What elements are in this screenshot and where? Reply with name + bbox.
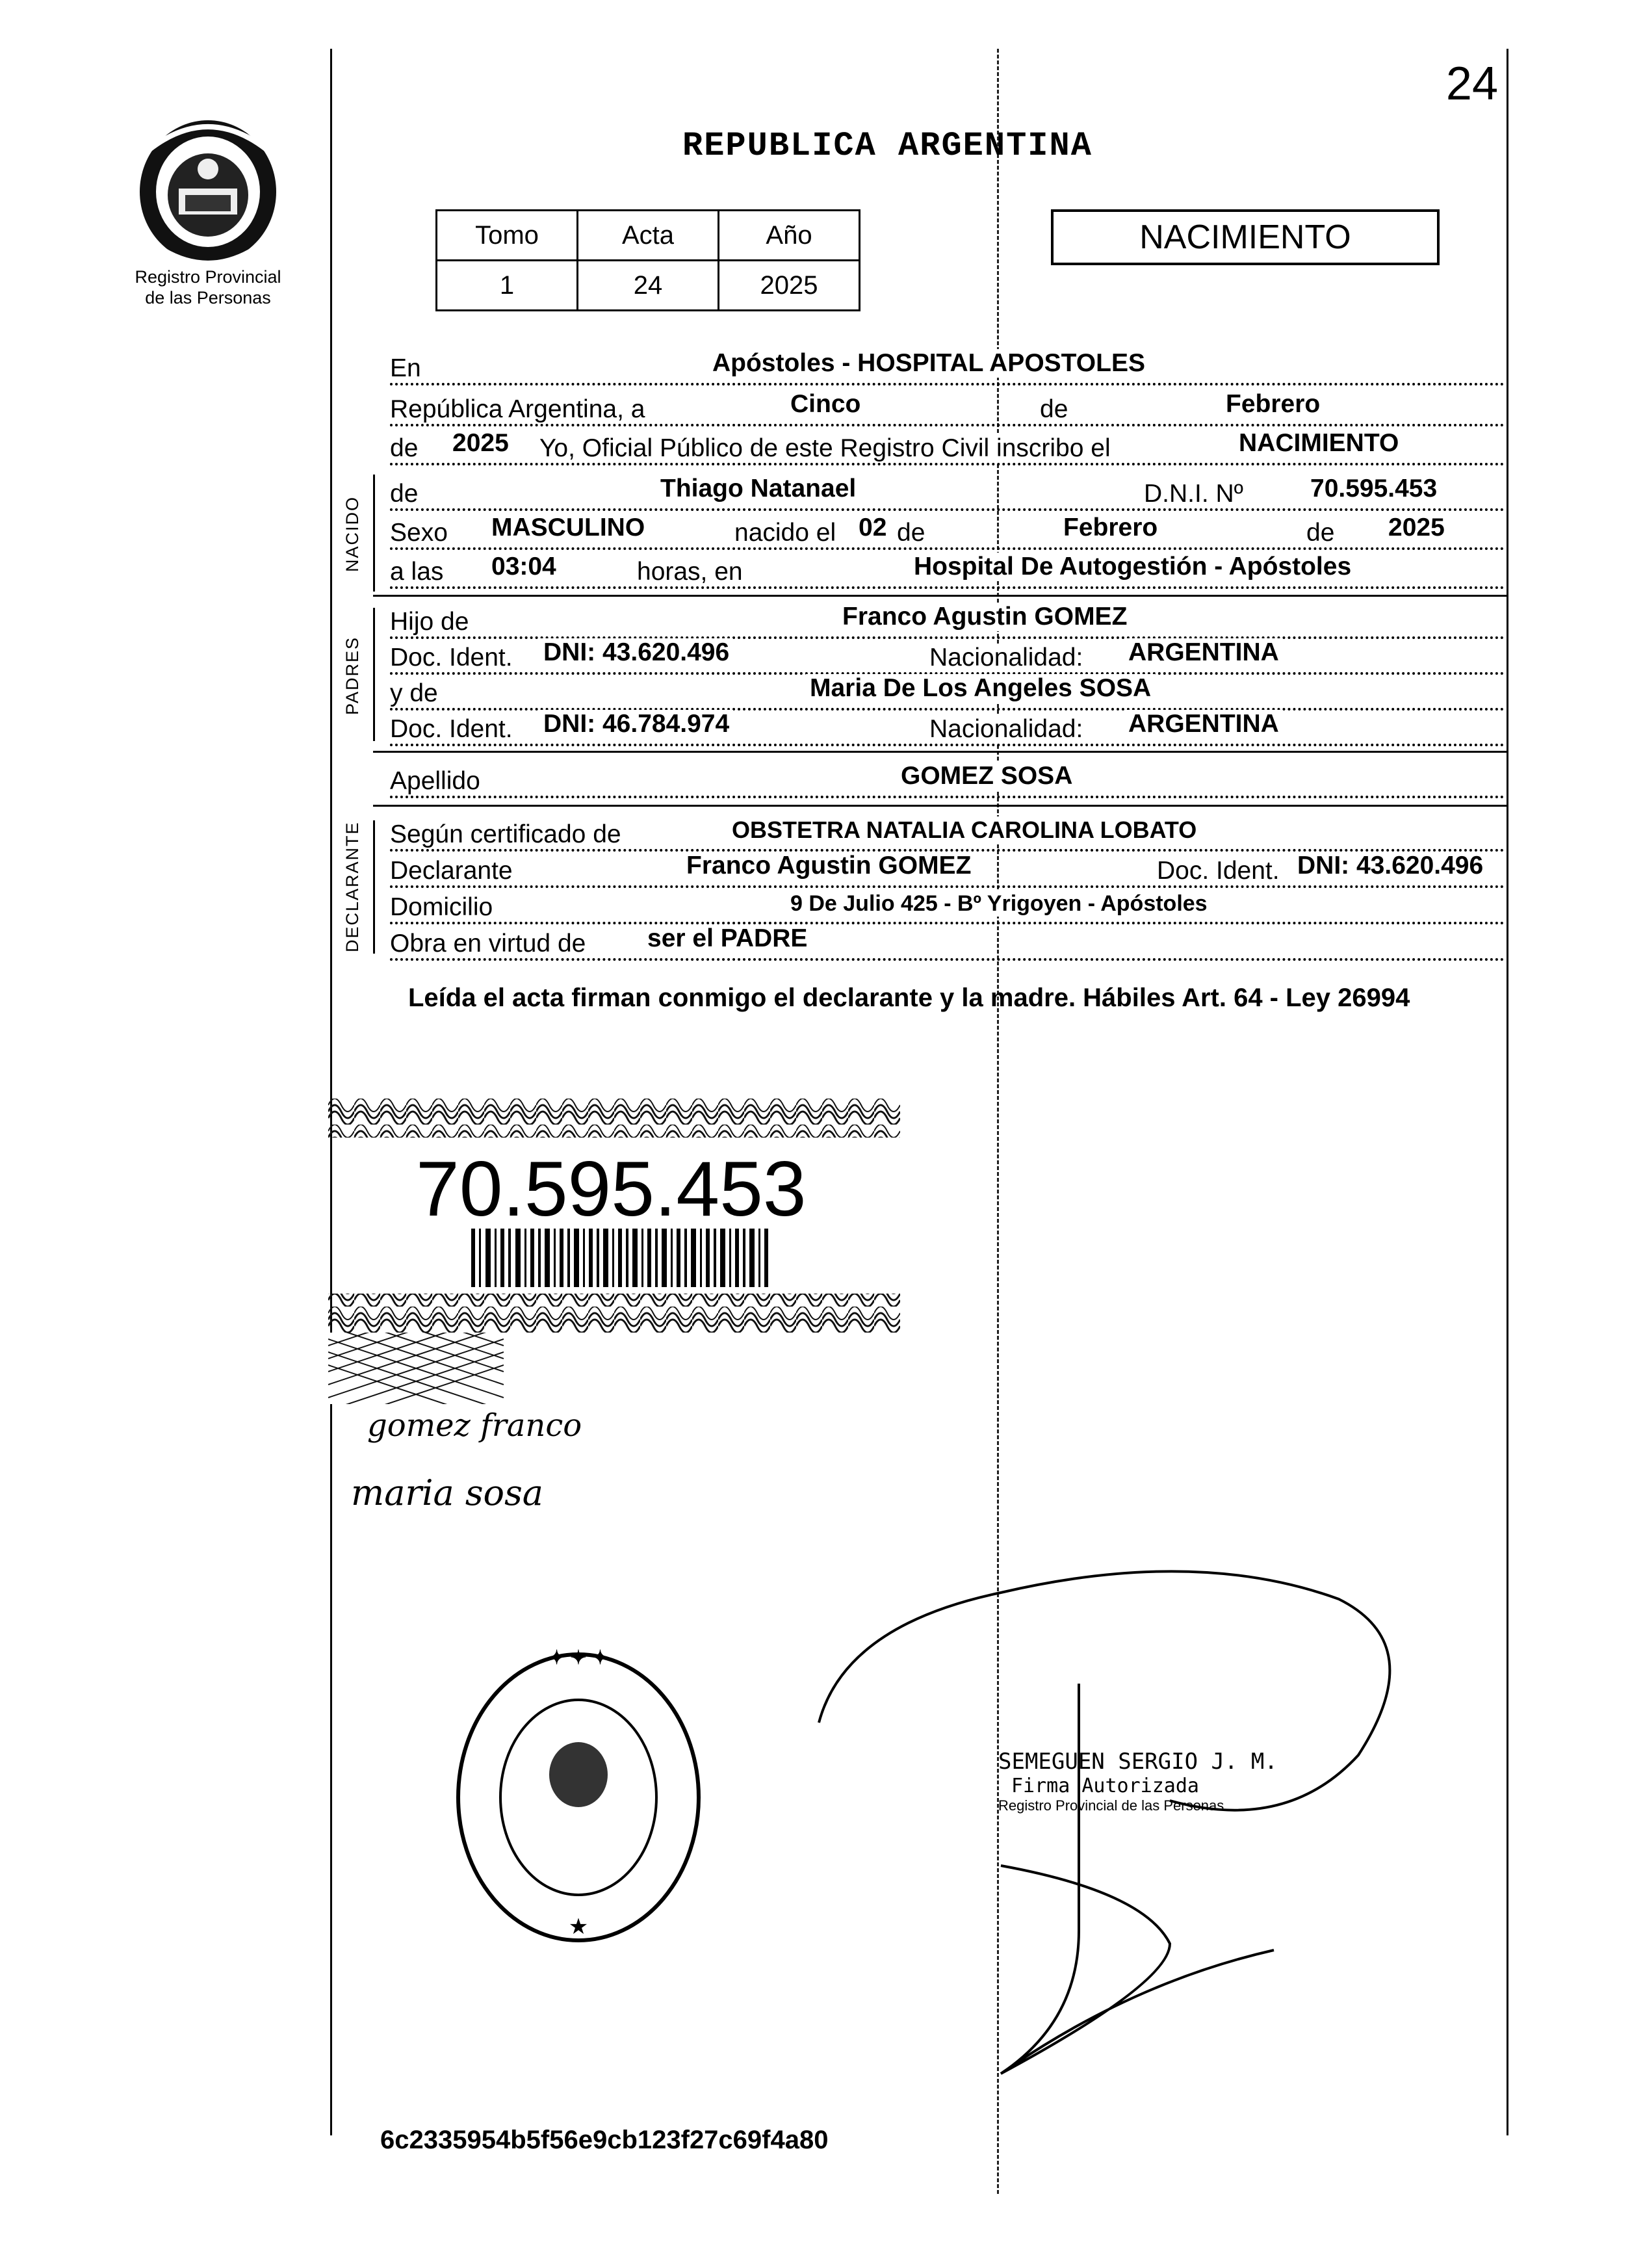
value-madre-nac: ARGENTINA bbox=[1124, 710, 1283, 738]
value-dni: 70.595.453 bbox=[1306, 475, 1441, 503]
row-padre-doc bbox=[390, 638, 1505, 676]
row-domicilio bbox=[390, 893, 1505, 926]
value-dia: Cinco bbox=[786, 390, 864, 419]
label-en: En bbox=[390, 354, 425, 383]
official-office: Registro Provincial de las Personas bbox=[998, 1797, 1224, 1814]
label-de2: de bbox=[390, 434, 422, 463]
label-hijo: Hijo de bbox=[390, 608, 472, 636]
label-padre-nac: Nacionalidad: bbox=[929, 644, 1087, 672]
rule-2 bbox=[373, 751, 1507, 753]
value-padre: Franco Agustin GOMEZ bbox=[838, 603, 1131, 631]
dni-sticker-number: 70.595.453 bbox=[416, 1145, 807, 1232]
value-decl-doc: DNI: 43.620.496 bbox=[1293, 852, 1487, 880]
row-obra bbox=[390, 924, 1505, 962]
left-margin-line bbox=[330, 49, 332, 2135]
value-mes: Febrero bbox=[1222, 390, 1324, 419]
row-hora bbox=[390, 553, 1505, 590]
value-sexo: MASCULINO bbox=[487, 514, 649, 542]
label-segun: Según certificado de bbox=[390, 820, 625, 849]
row-madre bbox=[390, 674, 1505, 712]
value-segun: OBSTETRA NATALIA CAROLINA LOBATO bbox=[728, 816, 1200, 844]
record-type-box: NACIMIENTO bbox=[1051, 209, 1440, 265]
label-de5: de bbox=[1306, 519, 1338, 547]
label-dni: D.N.I. Nº bbox=[1144, 480, 1247, 508]
document-hash: 6c2335954b5f56e9cb123f27c69f4a80 bbox=[380, 2126, 829, 2154]
mother-signature: maria sosa bbox=[351, 1472, 543, 1513]
father-signature: gomez franco bbox=[367, 1407, 582, 1444]
security-hologram bbox=[328, 1333, 504, 1404]
logo-caption bbox=[114, 267, 302, 308]
row-nombre bbox=[390, 475, 1505, 512]
row-segun bbox=[390, 816, 1505, 853]
row-apellido bbox=[390, 762, 1505, 800]
value-domicilio: 9 De Julio 425 - Bº Yrigoyen - Apóstoles bbox=[786, 891, 1211, 917]
label-alas: a las bbox=[390, 558, 447, 586]
label-madre-nac: Nacionalidad: bbox=[929, 715, 1087, 744]
row-sexo bbox=[390, 514, 1505, 551]
logo-caption-line1: Registro Provincial bbox=[135, 267, 281, 287]
value-padre-doc: DNI: 43.620.496 bbox=[539, 638, 733, 667]
right-margin-line bbox=[1507, 49, 1508, 2135]
record-header-anio: Año bbox=[719, 211, 860, 261]
value-nac-anio: 2025 bbox=[1384, 514, 1449, 542]
logo-caption-line2: de las Personas bbox=[145, 288, 271, 307]
label-de4: de bbox=[897, 519, 929, 547]
label-horas: horas, en bbox=[637, 558, 747, 586]
label-madre-doc: Doc. Ident. bbox=[390, 715, 517, 744]
row-en bbox=[390, 349, 1505, 387]
document-title: REPUBLICA ARGENTINA bbox=[682, 127, 1093, 165]
official-name: SEMEGUEN SERGIO J. M. bbox=[998, 1749, 1278, 1775]
record-value-acta: 24 bbox=[578, 261, 719, 311]
value-madre: Maria De Los Angeles SOSA bbox=[806, 674, 1155, 703]
rule-3 bbox=[373, 805, 1507, 807]
label-obra: Obra en virtud de bbox=[390, 930, 589, 958]
official-title: Firma Autorizada bbox=[1011, 1775, 1199, 1797]
nacido-bracket bbox=[373, 475, 375, 592]
value-nombre: Thiago Natanael bbox=[656, 475, 860, 503]
value-padre-nac: ARGENTINA bbox=[1124, 638, 1283, 667]
side-label-declarante: DECLARANTE bbox=[343, 821, 362, 952]
record-header-tomo: Tomo bbox=[437, 211, 578, 261]
row-declarante bbox=[390, 852, 1505, 889]
record-header-acta: Acta bbox=[578, 211, 719, 261]
row-padre bbox=[390, 603, 1505, 640]
svg-text:✦ ✦ ✦: ✦ ✦ ✦ bbox=[548, 1647, 609, 1669]
page-number: 24 bbox=[1445, 58, 1498, 110]
label-de3: de bbox=[390, 480, 422, 508]
svg-text:★: ★ bbox=[568, 1914, 589, 1939]
value-nac-mes: Febrero bbox=[1059, 514, 1161, 542]
row-madre-doc bbox=[390, 710, 1505, 748]
value-nac-dia: 02 bbox=[855, 514, 890, 542]
value-tipo: NACIMIENTO bbox=[1235, 429, 1403, 458]
label-de: de bbox=[1040, 395, 1072, 424]
row-anio bbox=[390, 429, 1505, 467]
value-anio: 2025 bbox=[448, 429, 513, 458]
value-madre-doc: DNI: 46.784.974 bbox=[539, 710, 733, 738]
label-apellido: Apellido bbox=[390, 767, 484, 796]
value-lugar: Hospital De Autogestión - Apóstoles bbox=[910, 553, 1355, 581]
padres-bracket bbox=[373, 608, 375, 741]
declarante-bracket bbox=[373, 820, 375, 954]
value-declarante: Franco Agustin GOMEZ bbox=[682, 852, 975, 880]
rule-1 bbox=[373, 595, 1507, 597]
label-padre-doc: Doc. Ident. bbox=[390, 644, 517, 672]
label-republica: República Argentina, a bbox=[390, 395, 649, 424]
label-yo: Yo, Oficial Público de este Registro Civil inscribo el bbox=[539, 434, 1115, 463]
label-decl-doc: Doc. Ident. bbox=[1157, 857, 1284, 885]
official-seal-stamp bbox=[448, 1645, 708, 1950]
record-value-anio: 2025 bbox=[719, 261, 860, 311]
closing-notice: Leída el acta firman conmigo el declarante y la madre. Hábiles Art. 64 - Ley 26994 bbox=[408, 984, 1410, 1012]
official-signature-block bbox=[998, 1749, 1278, 1814]
value-apellido: GOMEZ SOSA bbox=[897, 762, 1076, 790]
record-value-tomo: 1 bbox=[437, 261, 578, 311]
record-table bbox=[435, 209, 860, 311]
value-obra: ser el PADRE bbox=[643, 924, 811, 953]
row-fecha bbox=[390, 390, 1505, 428]
label-sexo: Sexo bbox=[390, 519, 452, 547]
label-declarante: Declarante bbox=[390, 857, 517, 885]
label-domicilio: Domicilio bbox=[390, 893, 497, 922]
side-label-nacido: NACIDO bbox=[343, 495, 362, 572]
label-yde: y de bbox=[390, 679, 442, 708]
side-label-padres: PADRES bbox=[343, 636, 362, 715]
label-nacido: nacido el bbox=[734, 519, 840, 547]
value-hora: 03:04 bbox=[487, 553, 560, 581]
provincial-emblem-logo bbox=[123, 111, 292, 273]
value-en: Apóstoles - HOSPITAL APOSTOLES bbox=[708, 349, 1149, 378]
